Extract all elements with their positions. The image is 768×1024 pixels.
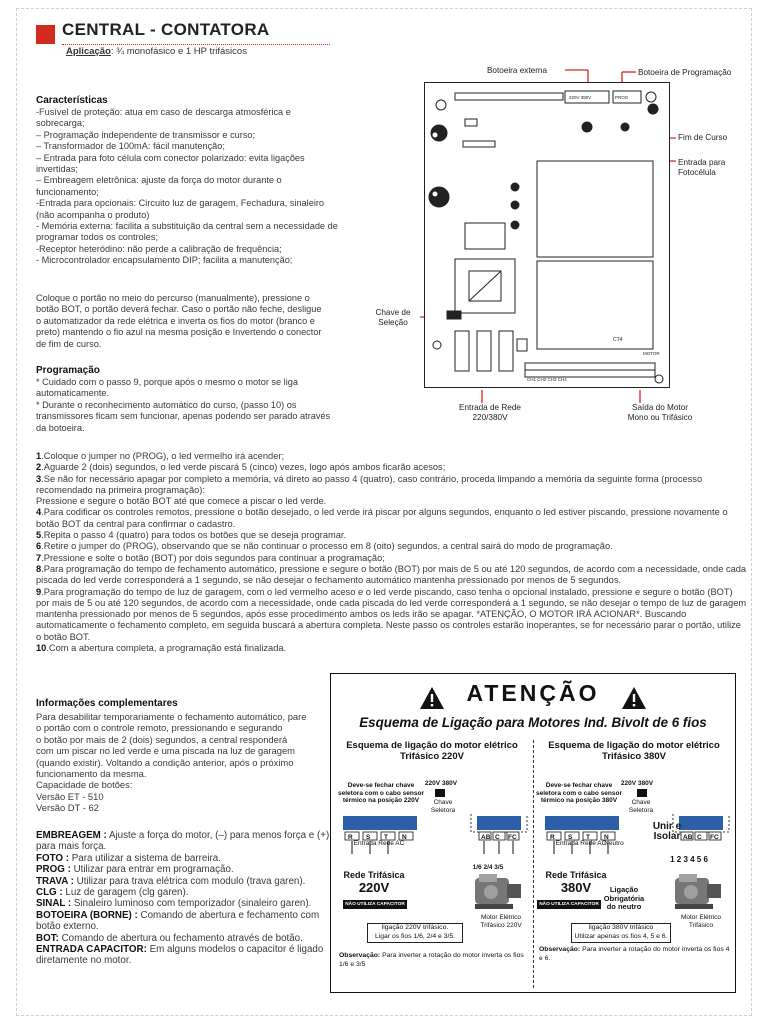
definition-term: SINAL : [36, 898, 72, 910]
complementary-heading: Informações complementares [36, 698, 178, 709]
feature-line: – Programação independente de transmissor e curso; [36, 129, 256, 140]
feature-line: - Memória externa: facilita a substituição da central sem a necessidade de [36, 221, 338, 232]
step-item [36, 496, 748, 507]
column-divider [533, 740, 534, 988]
right-unite-isolate [647, 822, 687, 842]
left-observation-label: Observação: [339, 952, 381, 959]
svg-text:FC: FC [710, 834, 719, 841]
step-text: .Para codificar os controles remotos, pressione o botão desejado, o led verde irá piscar por alguns segundos, enquanto o led estiver piscando, pressione novamente o botão BOT da central para confirmar o cadastro. [36, 507, 728, 529]
svg-text:CT4: CT4 [613, 337, 623, 343]
feature-line: programar todos os controles; [36, 232, 159, 243]
programming-notes [36, 377, 376, 434]
definitions-list [36, 830, 336, 967]
left-terminal-block [341, 814, 531, 854]
step-number: 2 [36, 462, 42, 473]
complementary-line: Versão ET - 510 [36, 790, 104, 802]
step-text: .Para programação do tempo de luz de garagem, com o led vermelho aceso e o led verde piscando, caso tenha o opcional instalado, pressione e segure o botão (BOT) por mais de 5 ou até 120 segundos, de acordo com a necessidade, onde cada piscada do led verde corresponderá a 1 segundo, se não desejar o tempo de luz de garagem mantenha pressionado por menos de 5 segundos, após esse procedimento ambos os leds irão se apagar. *ATENÇÃO, O MOTOR IRÁ ACIONAR*. Buscando automaticamente o fechamento completo, em seguida buscará a abertura completa. Neste passo os controles estarão inoperantes, se for necessário parar o portão, utilize o botão BOT. [36, 586, 747, 642]
right-heading-line1: Esquema de ligação do motor elétrico [548, 740, 720, 751]
features-heading: Características [36, 95, 108, 106]
callout-selector-line1: Chave de [375, 308, 411, 317]
left-board-labels: Entrada Rede AC [353, 840, 405, 847]
definition-item [36, 898, 336, 909]
step-number: 7 [36, 552, 42, 563]
definition-text: Sinaleiro luminoso com temporizador (sinaleiro garen). [71, 898, 312, 910]
svg-text:220V 380V: 220V 380V [569, 95, 592, 100]
step-item [36, 474, 748, 497]
complementary-line: (quando existir). Voltando a condição anterior, após o próximo [36, 756, 294, 768]
step-item [36, 451, 748, 462]
callout-prog-button: Botoeira de Programação [638, 68, 732, 77]
circuit-board [424, 82, 670, 388]
intro-paragraph [36, 293, 376, 350]
definition-term: PROG : [36, 864, 71, 876]
left-selector-switch [435, 789, 445, 797]
intro-line: de fim de curso. [36, 338, 102, 349]
left-wires: 1/6 2/4 3/5 [472, 864, 504, 871]
definition-item [36, 876, 336, 887]
step-number: 8 [36, 563, 42, 574]
svg-text:AB: AB [683, 834, 693, 841]
left-observation [339, 952, 529, 969]
step-text: Pressione e segure o botão BOT até que comece a piscar o led verde. [36, 496, 327, 507]
callout-mains-line1: Entrada de Rede [459, 403, 521, 412]
definition-text: Ajuste a força do motor, (–) para menos força e (+) para mais força. [36, 830, 330, 853]
left-motor-icon [471, 870, 527, 912]
right-observation [539, 946, 733, 963]
definition-item [36, 830, 336, 853]
callout-motor-line2: Mono ou Trifásico [627, 413, 693, 422]
right-board-labels: Entrada Rede AC [555, 840, 607, 847]
left-network-label: Rede Trifásica [343, 870, 405, 880]
right-observation-text: Para inverter a rotação do motor inverta os fios 4 e 6. [539, 946, 730, 962]
definition-text: Comando de abertura ou fechamento através de botão. [58, 932, 303, 944]
step-item [36, 587, 748, 643]
definition-text: Utilizar para trava elétrica com modulo (trava garen). [73, 875, 306, 887]
step-number: 1 [36, 451, 42, 461]
attention-subtitle: Esquema de Ligação para Motores Ind. Bivolt de 6 fios [359, 715, 707, 730]
definition-term: EMBREAGEM : [36, 830, 107, 841]
svg-text:N: N [402, 834, 407, 841]
left-observation-text: Para inverter a rotação do motor inverta os fios 1/6 e 3/5 [339, 952, 524, 968]
right-network-voltage: 380V [560, 880, 592, 895]
complementary-line: o botão por mais de 2 (dois) segundos, a central responderá [36, 733, 288, 745]
title-marker [36, 25, 55, 44]
callout-motor-line1: Saída do Motor [632, 403, 688, 412]
programming-line: da botoeira. [36, 422, 85, 433]
step-text: .Coloque o jumper no (PROG), o led vermelho irá acender; [41, 451, 285, 461]
svg-text:S: S [366, 834, 371, 841]
definition-text: Utilizar para entrar em programação. [70, 864, 234, 876]
right-motor-label: Motor Elétrico Trifásico [680, 914, 722, 929]
svg-text:CH1 CH2 CH3 CH4: CH1 CH2 CH3 CH4 [527, 377, 567, 382]
definition-term: FOTO : [36, 852, 70, 864]
right-connection-line1: ligação 380V trifásico [588, 924, 654, 931]
svg-text:MOTOR: MOTOR [643, 351, 660, 356]
complementary-line: funcionamento da mesma. [36, 768, 147, 780]
step-number: 4 [36, 507, 42, 518]
svg-text:N: N [604, 834, 609, 841]
right-neutral-label: Neutro [604, 840, 624, 847]
step-item [36, 564, 748, 587]
feature-line: -Fusível de proteção: atua em caso de descarga atmosférica e [36, 107, 291, 117]
application-line [66, 46, 247, 57]
definition-text: Comando de abertura e fechamento com botão externo. [36, 909, 320, 933]
complementary-line: Versão DT - 62 [36, 802, 99, 814]
definition-term: BOT: [36, 932, 59, 944]
step-item [36, 507, 748, 530]
step-number: 5 [36, 530, 42, 541]
complementary-line: Para desabilitar temporariamente o fechamento automático, pare [36, 711, 307, 722]
definition-item [36, 853, 336, 864]
step-item [36, 553, 748, 564]
feature-line: funcionamento; [36, 186, 99, 197]
right-wires: 1 2 3 4 5 6 [670, 855, 708, 864]
definition-text: Em alguns modelos o capacitor é ligado diretamente no motor. [36, 944, 324, 967]
step-number: 9 [36, 586, 42, 597]
step-item [36, 530, 748, 541]
svg-text:R: R [550, 834, 555, 841]
step-text: .Pressione e solte o botão (BOT) por dois segundos para continuar a programação; [41, 552, 385, 563]
definition-text: Luz de garagem (clg garen). [62, 887, 189, 899]
step-text: .Retire o jumper do (PROG), observando que se não continuar o processo em 8 (oito) segundos, a central sairá do modo de programação. [41, 541, 613, 552]
intro-line: botão BOT, o portão deverá fechar. Caso o portão não feche, desligue [36, 304, 322, 315]
left-heading-line2: Trifásico 220V [400, 751, 464, 762]
svg-text:PROG: PROG [615, 95, 629, 100]
complementary-line: Capacidade de botões: [36, 779, 133, 791]
left-motor-label: Motor Elétrico Trifásico 220V [480, 914, 522, 929]
left-selector-values: 220V 380V [424, 780, 458, 787]
complementary-line: com um piscar no led verde e uma piscada na luz de garagem [36, 745, 295, 757]
right-unite-line1: Unir e [652, 821, 682, 832]
right-no-capacitor-badge: NÃO UTILIZA CAPACITOR [537, 900, 601, 909]
step-number: 3 [36, 473, 42, 484]
left-connection-note [369, 924, 461, 941]
right-selector-note: Deve-se fechar chave seletora com o cabo sensor térmico na posição 380V [536, 782, 622, 804]
right-selector-values: 220V 380V [620, 780, 654, 787]
definition-text: Para utilizar a sistema de barreira. [69, 852, 221, 864]
programming-line: * Durante o reconhecimento automático do curso, (passo 10) os [36, 399, 297, 410]
features-list [36, 107, 376, 267]
feature-line: -Entrada para opcionais: Circuito luz de garagem, Fechadura, sinaleiro [36, 198, 325, 209]
step-number: 10 [36, 643, 47, 654]
right-unite-line2: Isolar [653, 831, 681, 842]
right-heading-line2: Trifásico 380V [602, 751, 666, 762]
right-selector-switch [637, 789, 647, 797]
right-observation-label: Observação: [539, 946, 581, 953]
page-title: CENTRAL - CONTATORA [62, 20, 270, 39]
feature-line: (não acompanha o produto) [36, 209, 150, 220]
callout-external-button: Botoeira externa [486, 66, 548, 75]
right-column-heading [539, 740, 729, 762]
step-item [36, 541, 748, 552]
right-selector-label: Chave Seletora [628, 799, 654, 814]
step-text: .Repita o passo 4 (quatro) para todos os botões que se deseja programar. [41, 530, 347, 541]
definition-term: BOTOEIRA (BORNE) : [36, 909, 138, 921]
circuit-board-drawing [425, 83, 671, 389]
title-underline [62, 44, 330, 45]
right-neutral-required [599, 886, 649, 912]
definition-item [36, 910, 336, 933]
right-connection-note [573, 924, 669, 941]
complementary-line: o portão com o controle remoto, pressionando e segurando [36, 722, 283, 734]
right-neutral-line2: Obrigatória [603, 893, 645, 903]
left-no-capacitor-badge: NÃO UTILIZA CAPACITOR [343, 900, 407, 909]
feature-line: – Transformador de 100mA: fácil manutenção; [36, 141, 225, 152]
svg-text:FC: FC [508, 834, 517, 841]
step-text: .Com a abertura completa, a programação está finalizada. [46, 643, 287, 654]
callout-selector-line2: Seleção [378, 318, 408, 327]
right-motor-icon [671, 870, 727, 912]
definition-item [36, 944, 336, 967]
right-neutral-line3: do neutro [606, 902, 642, 911]
left-connection-line2: Ligar os fios 1/6, 2/4 e 3/5. [374, 932, 456, 940]
programming-line: * Cuidado com o passo 9, porque após o mesmo o motor se liga [36, 377, 298, 387]
step-number: 6 [36, 541, 42, 552]
steps-list [36, 451, 748, 654]
attention-title: ATENÇÃO [466, 680, 600, 706]
intro-line: preto) mantendo o fio azul na mesma posição e Invertendo o conector [36, 327, 322, 338]
step-text: .Se não for necessário apagar por completo a memória, vá direto ao passo 4 (quatro), caso contrário, proceda limpando a memória da seguinte forma (processo recomendado na primeira programação): [36, 473, 703, 495]
left-connection-line1: ligação 220V trifásico. [381, 924, 449, 931]
right-neutral-line1: Ligação [609, 885, 639, 894]
callout-limit-switch: Fim de Curso [678, 133, 728, 142]
left-selector-label: Chave Seletora [430, 799, 456, 814]
definition-term: CLG : [36, 887, 63, 899]
feature-line: -Receptor heteródino: não perde a calibração de frequência; [36, 243, 282, 254]
definition-term: TRAVA : [36, 875, 74, 887]
attention-box [330, 673, 736, 993]
step-item [36, 462, 748, 473]
callout-mains-line2: 220/380V [472, 413, 508, 422]
feature-line: sobrecarga; [36, 118, 85, 129]
right-network-label: Rede Trifásica [545, 870, 607, 880]
step-text: .Para programação do tempo de fechamento automático, pressione e segure o botão (BOT) por mais de 5 ou até 120 segundos, de acordo com a necessidade, onde cada piscada do led verde corresponderá a 1 segundo, se não desejar o fechamento automático mantenha pressionado por menos de 5 segundos. [36, 563, 747, 586]
left-heading-line1: Esquema de ligação do motor elétrico [346, 740, 518, 751]
application-text: : ¾ monofásico e 1 HP trifásicos [110, 46, 247, 57]
left-column-heading [337, 740, 527, 762]
programming-heading: Programação [36, 365, 100, 376]
svg-text:T: T [586, 834, 590, 841]
feature-line: – Entrada para foto célula com conector polarizado: evita ligações [36, 152, 305, 163]
intro-line: Coloque o portão no meio do percurso (manualmente), pressione o [36, 293, 310, 303]
svg-text:AB: AB [481, 834, 491, 841]
svg-text:C: C [697, 834, 702, 841]
feature-line: - Microcontrolador encapsulamento DIP; facilita a manutenção; [36, 255, 293, 266]
application-label: Aplicação [66, 46, 111, 57]
left-network-voltage: 220V [358, 880, 390, 895]
callout-photocell: Entrada para Fotocélula [678, 158, 726, 177]
definition-item [36, 933, 336, 944]
right-terminal-block [543, 814, 733, 854]
svg-text:T: T [384, 834, 388, 841]
intro-line: o automatizador da rede elétrica e inverta os fios do motor (branco e [36, 315, 315, 326]
programming-line: automaticamente. [36, 388, 110, 399]
svg-text:S: S [568, 834, 573, 841]
definition-item [36, 887, 336, 898]
svg-text:C: C [495, 834, 500, 841]
feature-line: invertidas; [36, 164, 78, 175]
step-text: .Aguarde 2 (dois) segundos, o led verde piscará 5 (cinco) vezes, logo após ambos ficarão acesos; [41, 462, 446, 473]
definition-item [36, 864, 336, 875]
programming-line: transmissores ficam sem funcionar, apenas podendo ser parado através [36, 411, 331, 422]
svg-text:R: R [348, 834, 353, 841]
definition-term: ENTRADA CAPACITOR: [36, 944, 147, 956]
feature-line: – Embreagem eletrônica: ajuste da força do motor durante o [36, 175, 282, 186]
left-selector-note: Deve-se fechar chave seletora com o cabo sensor térmico na posição 220V [338, 782, 424, 804]
complementary-text [36, 711, 331, 814]
right-connection-line2: Utilizar apenas os fios 4, 5 e 6. [574, 932, 668, 940]
step-item [36, 643, 324, 654]
